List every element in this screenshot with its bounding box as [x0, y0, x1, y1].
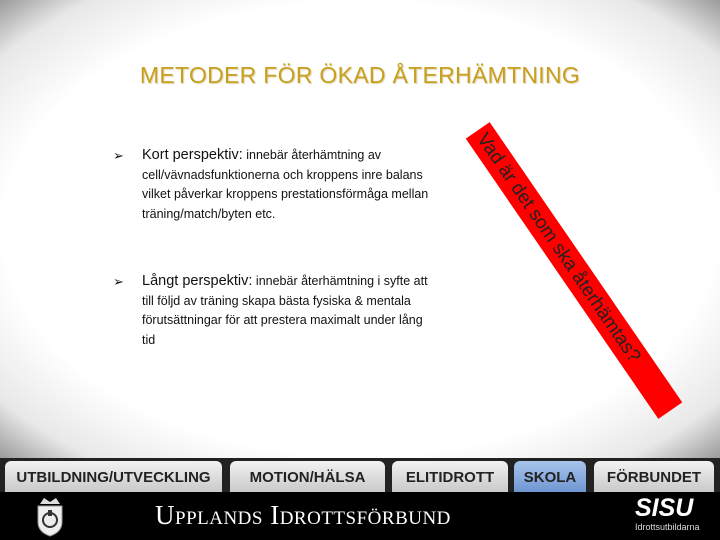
- crest-logo-icon: [32, 496, 68, 538]
- slide-title: METODER FÖR ÖKAD ÅTERHÄMTNING: [139, 62, 581, 88]
- arrow-bullet-icon: ➢: [113, 148, 124, 163]
- bullet-lead: Kort perspektiv:: [142, 147, 243, 163]
- bullet-short-term: [113, 146, 433, 224]
- bullet-text: innebär återhämtning i syfte att till följd av träning skapa bästa fysiska & mentala förutsättningar för att prestera maximalt under lång tid: [142, 274, 428, 347]
- question-band: Vad är det som ska återhämtas?: [466, 122, 682, 419]
- bullet-lead: Långt perspektiv:: [142, 273, 253, 289]
- tab-utbildning[interactable]: UTBILDNING/UTVECKLING: [5, 461, 222, 492]
- tab-skola[interactable]: SKOLA: [514, 461, 586, 492]
- footer: [0, 492, 720, 540]
- org-name-text: Upplands Idrottsförbund: [155, 500, 451, 530]
- org-name: [155, 500, 451, 531]
- sisu-subtitle: Idrottsutbildarna: [635, 522, 700, 532]
- bullet-text: innebär återhämtning av cell/vävnadsfunktionerna och kroppens inre balans vilket påverkar kroppens prestationsförmåga mellan träning/match/byten etc.: [142, 148, 429, 221]
- sisu-logo: [635, 494, 700, 532]
- nav-tabs: [0, 458, 720, 492]
- arrow-bullet-icon: ➢: [113, 274, 124, 289]
- sisu-logo-text: SISU: [635, 494, 694, 522]
- tab-motion[interactable]: MOTION/HÄLSA: [230, 461, 385, 492]
- bullet-long-term: [113, 272, 433, 350]
- tab-forbundet[interactable]: FÖRBUNDET: [594, 461, 714, 492]
- tab-elitidrott[interactable]: ELITIDROTT: [392, 461, 508, 492]
